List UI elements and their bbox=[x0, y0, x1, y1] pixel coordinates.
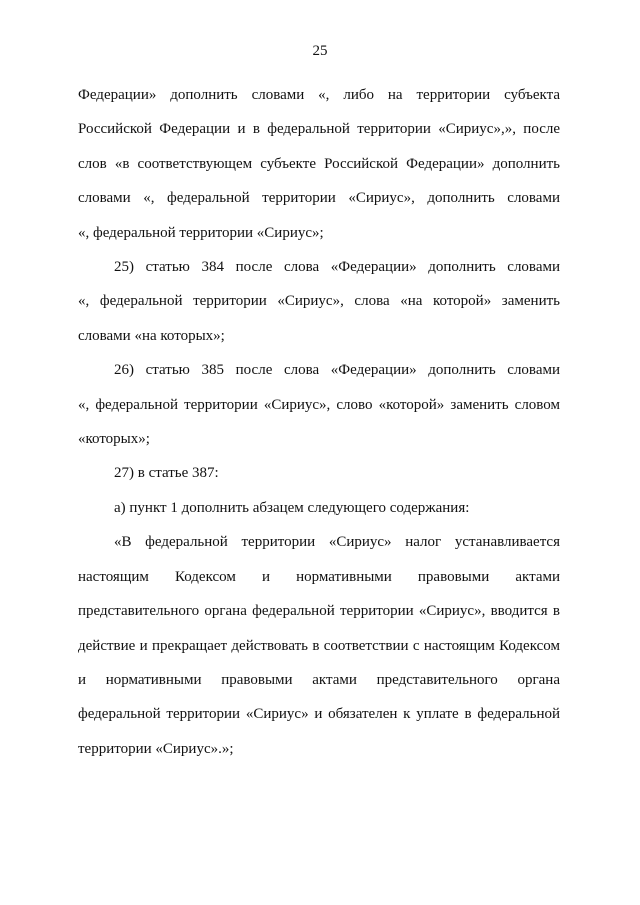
paragraph-item-25 bbox=[78, 250, 560, 353]
text-line: словами «, федеральной территории «Сириус», дополнить словами bbox=[78, 190, 560, 207]
text-line: Российской Федерации и в федеральной территории «Сириус»,», после bbox=[78, 121, 560, 138]
paragraph-item-26 bbox=[78, 353, 560, 456]
text-line: «которых»; bbox=[78, 431, 150, 448]
text-line: территории «Сириус».»; bbox=[78, 740, 234, 757]
text-line: «, федеральной территории «Сириус», слова «на которой» заменить bbox=[78, 293, 560, 310]
paragraph-quoted-text bbox=[78, 525, 560, 766]
text-line: Федерации» дополнить словами «, либо на территории субъекта bbox=[78, 87, 560, 103]
paragraph-subitem-a bbox=[78, 491, 560, 525]
text-line: «, федеральной территории «Сириус»; bbox=[78, 224, 324, 241]
text-line: 27) в статье 387: bbox=[114, 465, 219, 482]
text-line: 26) статью 385 после слова «Федерации» дополнить словами bbox=[114, 362, 560, 379]
text-line: словами «на которых»; bbox=[78, 327, 225, 344]
text-line: и нормативными правовыми актами представительного органа bbox=[78, 671, 560, 688]
page-number: 25 bbox=[312, 43, 328, 59]
text-line: 25) статью 384 после слова «Федерации» дополнить словами bbox=[114, 259, 560, 276]
paragraph-continuation bbox=[78, 78, 560, 250]
text-line: «, федеральной территории «Сириус», слово «которой» заменить словом bbox=[78, 396, 560, 413]
text-line: «В федеральной территории «Сириус» налог устанавливается bbox=[114, 534, 560, 551]
text-line: слов «в соответствующем субъекте Российской Федерации» дополнить bbox=[78, 155, 560, 172]
text-line: а) пункт 1 дополнить абзацем следующего содержания: bbox=[114, 499, 470, 516]
document-body bbox=[78, 78, 560, 766]
paragraph-item-27 bbox=[78, 456, 560, 490]
text-line: действие и прекращает действовать в соответствии с настоящим Кодексом bbox=[78, 637, 560, 654]
text-line: представительного органа федеральной территории «Сириус», вводится в bbox=[78, 603, 560, 620]
text-line: настоящим Кодексом и нормативными правовыми актами bbox=[78, 568, 560, 585]
text-line: федеральной территории «Сириус» и обязателен к уплате в федеральной bbox=[78, 706, 560, 723]
